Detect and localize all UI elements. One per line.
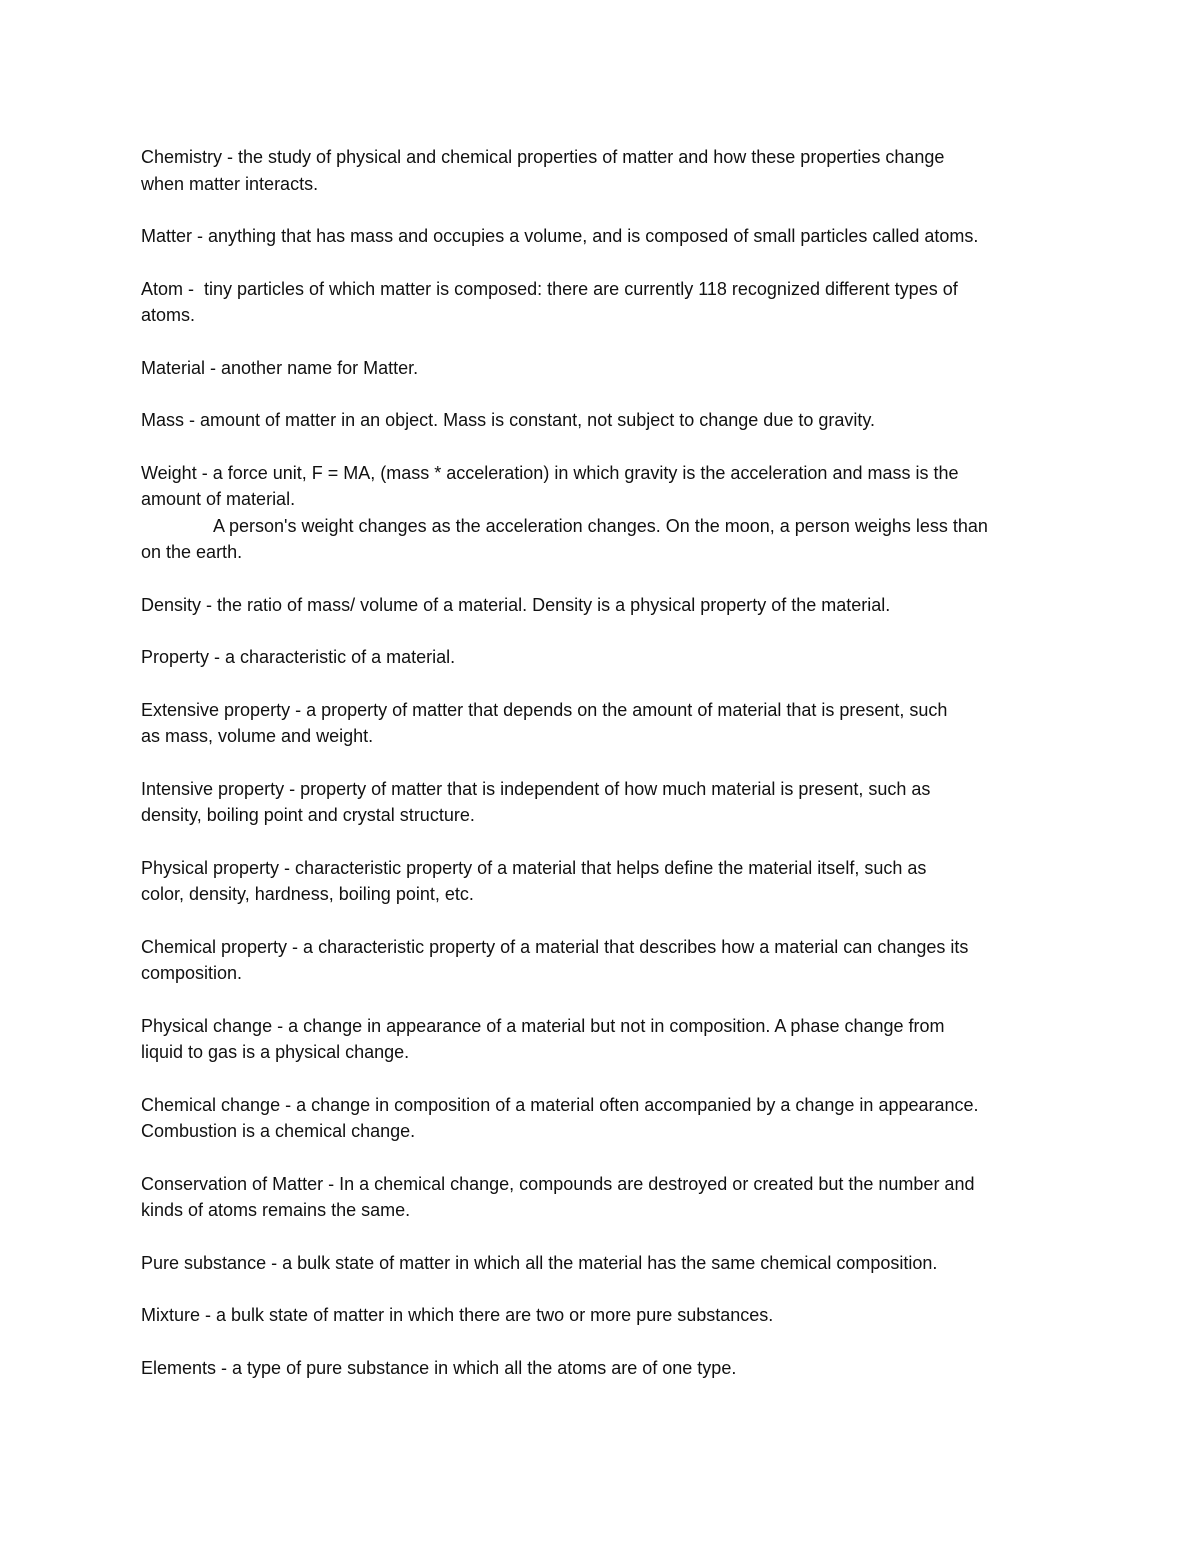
definition-line: composition. [141, 963, 243, 983]
definition-line: Combustion is a chemical change. [141, 1121, 416, 1141]
definition-chemical-property [141, 934, 1071, 987]
definition-line: Extensive property - a property of matter that depends on the amount of material that is present, such [141, 699, 948, 720]
definition-property [141, 644, 1071, 671]
definition-line: color, density, hardness, boiling point, etc. [141, 884, 474, 904]
definition-matter [141, 223, 1071, 250]
definition-physical-change [141, 1013, 1071, 1066]
definition-line: when matter interacts. [141, 173, 319, 194]
definition-pure-substance [141, 1250, 1071, 1277]
definition-line: amount of material. [141, 489, 296, 509]
definition-line: Physical change - a change in appearance of a material but not in composition. A phase change from [141, 1015, 945, 1036]
definition-material [141, 355, 1071, 382]
definition-line: Chemical property - a characteristic property of a material that describes how a material can changes its [141, 936, 969, 957]
definition-line: Intensive property - property of matter that is independent of how much material is present, such as [141, 778, 931, 799]
definition-weight [141, 460, 1071, 566]
definition-density [141, 592, 1071, 619]
definition-line: Mass - amount of matter in an object. Mass is constant, not subject to change due to gravity. [141, 410, 876, 430]
definition-line: atoms. [141, 305, 196, 325]
definition-line: Pure substance - a bulk state of matter in which all the material has the same chemical composition. [141, 1252, 938, 1273]
definition-mixture [141, 1302, 1071, 1329]
definition-line-indented: A person's weight changes as the acceleration changes. On the moon, a person weighs less than [213, 515, 988, 536]
definition-chemical-change [141, 1092, 1071, 1145]
definition-elements [141, 1355, 1071, 1382]
definition-line: Elements - a type of pure substance in which all the atoms are of one type. [141, 1357, 737, 1378]
definition-line: liquid to gas is a physical change. [141, 1042, 410, 1062]
definition-conservation-of-matter [141, 1171, 1071, 1224]
definition-line: density, boiling point and crystal structure. [141, 805, 475, 825]
definition-mass [141, 407, 1071, 434]
definition-chemistry [141, 144, 1071, 197]
definition-line: Atom - tiny particles of which matter is composed: there are currently 118 recognized different types of [141, 278, 958, 299]
definition-physical-property [141, 855, 1071, 908]
definition-extensive-property [141, 697, 1071, 750]
definition-line: Property - a characteristic of a material. [141, 647, 456, 667]
definition-line: Chemistry - the study of physical and chemical properties of matter and how these properties change [141, 147, 945, 167]
definition-line: as mass, volume and weight. [141, 726, 374, 746]
definition-line: Matter - anything that has mass and occupies a volume, and is composed of small particles called atoms. [141, 226, 979, 246]
definition-line: Physical property - characteristic property of a material that helps define the material itself, such as [141, 857, 927, 878]
definition-line: on the earth. [141, 542, 243, 562]
definition-line: kinds of atoms remains the same. [141, 1200, 411, 1220]
definition-intensive-property [141, 776, 1071, 829]
definition-line: Conservation of Matter - In a chemical change, compounds are destroyed or created but the number and [141, 1173, 975, 1194]
definitions-list [141, 144, 1071, 1407]
definition-line: Material - another name for Matter. [141, 357, 419, 378]
definition-line: Density - the ratio of mass/ volume of a material. Density is a physical property of the material. [141, 594, 891, 615]
definition-atom [141, 276, 1071, 329]
definition-line: Mixture - a bulk state of matter in which there are two or more pure substances. [141, 1305, 774, 1325]
definition-line: Chemical change - a change in composition of a material often accompanied by a change in appearance. [141, 1094, 979, 1115]
definition-line: Weight - a force unit, F = MA, (mass * acceleration) in which gravity is the acceleration and mass is the [141, 462, 959, 483]
